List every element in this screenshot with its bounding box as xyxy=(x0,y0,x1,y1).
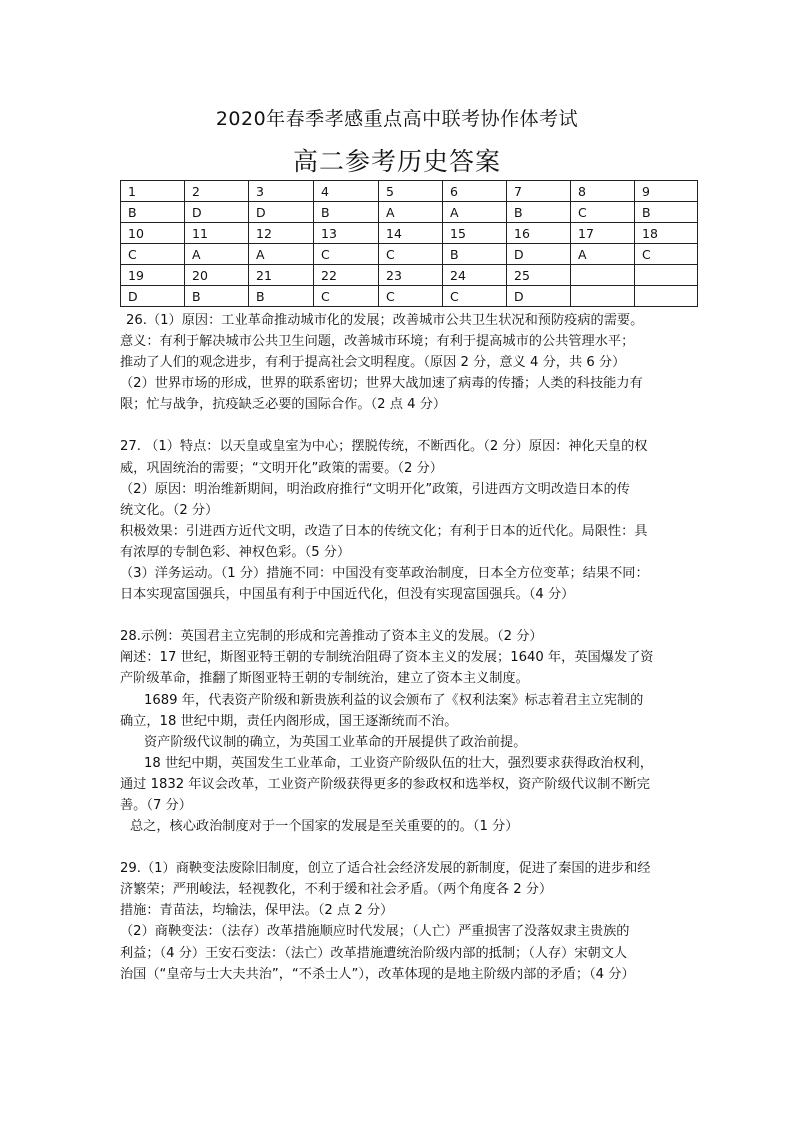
question-26 xyxy=(120,310,680,415)
table-cell: 11 xyxy=(185,223,249,244)
table-cell xyxy=(571,286,635,307)
text-line: 利益；（4 分）王安石变法：（法亡）改革措施遭统治阶级内部的抵制；（人存）宋朝文人 xyxy=(120,945,628,961)
text-line: 18 世纪中期，英国发生工业革命，工业资产阶级队伍的壮大，强烈要求获得政治权利， xyxy=(144,755,653,771)
table-cell: 14 xyxy=(379,223,443,244)
table-cell: 3 xyxy=(249,181,314,202)
text-line: 阐述：17 世纪，斯图亚特王朝的专制统治阻碍了资本主义的发展；1640 年，英国爆发了资 xyxy=(120,650,654,666)
table-cell: 23 xyxy=(379,265,443,286)
table-row xyxy=(121,181,698,202)
table-row xyxy=(121,265,698,286)
table-cell: 21 xyxy=(249,265,314,286)
text-line: 26.（1）原因：工业革命推动城市化的发展；改善城市公共卫生状况和预防疫病的需要。 xyxy=(126,313,644,328)
text-line: 威，巩固统治的需要；“文明开化”政策的需要。（2 分） xyxy=(120,460,443,476)
table-cell: C xyxy=(571,202,635,223)
table-cell: D xyxy=(121,286,185,307)
table-cell: D xyxy=(249,202,314,223)
text-line: 确立，18 世纪中期，责任内阁形成，国王逐渐统而不治。 xyxy=(120,713,458,729)
table-cell: C xyxy=(635,244,698,265)
table-row xyxy=(121,223,698,244)
table-cell: C xyxy=(379,286,443,307)
table-cell: B xyxy=(314,202,379,223)
table-cell: C xyxy=(379,244,443,265)
table-cell: 25 xyxy=(507,265,571,286)
table-cell: 12 xyxy=(249,223,314,244)
table-cell: A xyxy=(443,202,507,223)
table-row xyxy=(121,202,698,223)
table-cell: 6 xyxy=(443,181,507,202)
text-line: （3）洋务运动。（1 分）措施不同：中国没有变革政治制度，日本全方位变革；结果不同： xyxy=(120,566,649,582)
text-line: 积极效果：引进西方近代文明，改造了日本的传统文化；有利于日本的近代化。局限性：具 xyxy=(120,523,648,539)
question-29 xyxy=(120,858,680,985)
question-28 xyxy=(120,626,680,837)
table-cell: 5 xyxy=(379,181,443,202)
text-line: 限；忙与战争，抗疫缺乏必要的国际合作。（2 点 4 分） xyxy=(120,397,447,413)
text-line: 1689 年，代表资产阶级和新贵族利益的议会颁布了《权利法案》标志着君主立宪制的 xyxy=(144,692,644,708)
table-cell: B xyxy=(249,286,314,307)
table-cell: C xyxy=(443,286,507,307)
table-row xyxy=(121,244,698,265)
text-line: 措施：青苗法，均输法，保甲法。（2 点 2 分） xyxy=(120,903,394,919)
text-line: （2）商鞅变法：（法存）改革措施顺应时代发展；（人亡）严重损害了没落奴隶主贵族的 xyxy=(120,924,630,940)
table-cell: B xyxy=(507,202,571,223)
table-cell: B xyxy=(635,202,698,223)
table-cell: B xyxy=(443,244,507,265)
table-cell: B xyxy=(121,202,185,223)
table-cell: 1 xyxy=(121,181,185,202)
table-cell xyxy=(635,286,698,307)
page-title: 2020年春季孝感重点高中联考协作体考试 xyxy=(215,108,579,130)
text-line: 善。（7 分） xyxy=(120,797,192,813)
table-cell: 18 xyxy=(635,223,698,244)
answer-content xyxy=(120,310,680,985)
table-cell: 22 xyxy=(314,265,379,286)
text-line: 产阶级革命，推翻了斯图亚特王朝的专制统治，建立了资本主义制度。 xyxy=(120,671,529,687)
text-line: 有浓厚的专制色彩、神权色彩。（5 分） xyxy=(120,544,351,560)
table-cell: A xyxy=(571,244,635,265)
text-line: 意义：有利于解决城市公共卫生问题，改善城市环境；有利于提高城市的公共管理水平； xyxy=(120,334,635,350)
text-line: 资产阶级代议制的确立，为英国工业革命的开展提供了政治前提。 xyxy=(144,734,527,750)
table-cell: C xyxy=(314,244,379,265)
table-cell: B xyxy=(185,286,249,307)
table-cell: 2 xyxy=(185,181,249,202)
text-line: 济繁荣；严刑峻法，轻视教化，不利于缓和社会矛盾。（两个角度各 2 分） xyxy=(120,882,553,898)
table-cell: C xyxy=(121,244,185,265)
question-27 xyxy=(120,436,680,605)
table-cell: D xyxy=(185,202,249,223)
table-cell xyxy=(635,265,698,286)
table-cell: A xyxy=(249,244,314,265)
table-row xyxy=(121,286,698,307)
table-cell: 19 xyxy=(121,265,185,286)
table-cell: 15 xyxy=(443,223,507,244)
table-cell: 10 xyxy=(121,223,185,244)
table-cell: 9 xyxy=(635,181,698,202)
table-cell: A xyxy=(185,244,249,265)
table-cell xyxy=(571,265,635,286)
text-line: 27. （1）特点：以天皇或皇室为中心；摆脱传统，不断西化。（2 分）原因：神化天皇的权 xyxy=(120,439,648,455)
page-subtitle: 高二参考历史答案 xyxy=(292,147,501,176)
text-line: （2）世界市场的形成，世界的联系密切；世界大战加速了病毒的传播；人类的科技能力有 xyxy=(120,376,643,392)
table-cell: 16 xyxy=(507,223,571,244)
table-cell: 17 xyxy=(571,223,635,244)
table-cell: 4 xyxy=(314,181,379,202)
table-cell: 7 xyxy=(507,181,571,202)
table-cell: D xyxy=(507,244,571,265)
text-line: 推动了人们的观念进步，有利于提高社会文明程度。（原因 2 分，意义 4 分，共 6 分） xyxy=(120,355,626,371)
text-line: 29.（1）商鞅变法废除旧制度，创立了适合社会经济发展的新制度，促进了秦国的进步和经 xyxy=(120,861,651,877)
text-line: 28.示例：英国君主立宪制的形成和完善推动了资本主义的发展。（2 分） xyxy=(120,629,543,645)
table-cell: 8 xyxy=(571,181,635,202)
text-line: 统文化。（2 分） xyxy=(120,502,219,518)
answer-table xyxy=(120,180,698,307)
text-line: 治国（“皇帝与士大夫共治”，“不杀士人”），改革体现的是地主阶级内部的矛盾；（4 分） xyxy=(120,966,635,982)
text-line: 总之，核心政治制度对于一个国家的发展是至关重要的的。（1 分） xyxy=(130,819,519,835)
table-cell: 24 xyxy=(443,265,507,286)
text-line: 日本实现富国强兵，中国虽有利于中国近代化，但没有实现富国强兵。（4 分） xyxy=(120,587,575,603)
table-cell: 13 xyxy=(314,223,379,244)
table-cell: A xyxy=(379,202,443,223)
table-cell: C xyxy=(314,286,379,307)
text-line: 通过 1832 年议会改革，工业资产阶级获得更多的参政权和选举权，资产阶级代议制不断完 xyxy=(120,776,650,792)
table-cell: D xyxy=(507,286,571,307)
table-cell: 20 xyxy=(185,265,249,286)
text-line: （2）原因：明治维新期间，明治政府推行“文明开化”政策，引进西方文明改造日本的传 xyxy=(120,481,630,497)
